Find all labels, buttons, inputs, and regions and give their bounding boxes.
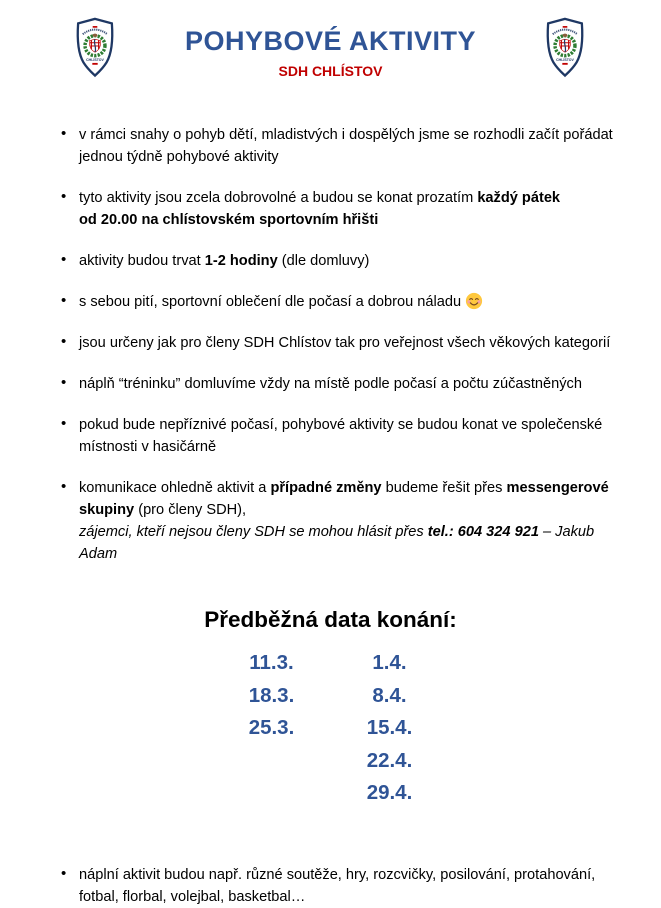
- list-item: [60, 414, 613, 458]
- text-run: 1-2 hodiny: [204, 253, 278, 269]
- text-run: – Jakub Adam: [79, 524, 595, 562]
- text-run: náplní aktivit budou např. různé soutěže, hry, rozcvičky, posilování, protahování,: [79, 866, 596, 883]
- date-item: 1.4.: [372, 651, 407, 674]
- dates-column-march: [241, 647, 303, 810]
- emblem-year-mark: [562, 63, 567, 65]
- emblem-caption: CHLÍSTOV: [86, 58, 104, 63]
- emblem-caption: CHLÍSTOV: [556, 58, 574, 63]
- sdh-chlistov-emblem-right: [542, 12, 588, 87]
- emblem-arc-red-mark: [563, 26, 568, 28]
- text-run: (pro členy SDH),: [134, 502, 247, 518]
- date-item: 25.3.: [248, 716, 295, 739]
- text-run: jednou týdně pohybové aktivity: [79, 149, 279, 165]
- crest-top-icon: [93, 34, 98, 37]
- list-item: [60, 291, 613, 313]
- list-item: [60, 477, 613, 565]
- text-run: jsou určeny jak pro členy SDH Chlístov tak pro veřejnost všech věkových kategorií: [79, 335, 611, 351]
- text-run: (dle domluvy): [277, 253, 370, 269]
- text-run: pokud bude nepříznivé počasí, pohybové aktivity se budou konat ve společenské: [79, 417, 603, 433]
- document-header: [0, 0, 661, 92]
- date-item: 22.4.: [366, 748, 413, 772]
- text-run: náplň “tréninku” domluvíme vždy na místě podle počasí a počtu zúčastněných: [79, 376, 582, 392]
- text-run: komunikace ohledně aktivit a: [79, 480, 271, 496]
- date-item: 29.4.: [366, 781, 413, 804]
- date-item: 18.3.: [248, 683, 295, 707]
- list-item: [60, 250, 613, 272]
- text-run: v rámci snahy o pohyb dětí, mladistvých i dospělých jsme se rozhodli začít pořádat: [79, 127, 613, 143]
- date-item: 11.3.: [249, 651, 294, 674]
- list-item: [60, 187, 613, 231]
- text-run: budeme řešit přes: [381, 480, 507, 496]
- text-run: aktivity budou trvat: [79, 253, 205, 269]
- date-item: 15.4.: [366, 716, 413, 739]
- page-title: POHYBOVÉ AKTIVITY: [184, 26, 477, 56]
- emblem-year-mark: [92, 63, 97, 65]
- sdh-chlistov-emblem-left: [72, 12, 118, 87]
- crest-top-icon: [563, 34, 568, 37]
- text-run: tel.: 604 324 921: [427, 524, 539, 540]
- list-item: [60, 864, 613, 908]
- text-run: zájemci, kteří nejsou členy SDH se mohou hlásit přes: [79, 524, 428, 540]
- dates-heading: Předběžná data konání:: [204, 607, 457, 632]
- text-run: fotbal, florbal, volejbal, basketbal…: [79, 888, 306, 905]
- bullet-list: [60, 124, 613, 565]
- smiling-face-emoji: [465, 291, 483, 313]
- footer-bullet-list: [60, 864, 613, 908]
- text-run: skupiny: [79, 502, 135, 518]
- text-run: tyto aktivity jsou zcela dobrovolné a budou se konat prozatím: [79, 190, 478, 206]
- text-run: případné změny: [270, 480, 382, 496]
- text-run: místnosti v hasičárně: [79, 439, 217, 455]
- dates-column-april: [359, 647, 421, 810]
- text-run: messengerové: [506, 480, 609, 496]
- list-item: [60, 373, 613, 395]
- text-run: každý pátek: [477, 190, 561, 206]
- dates-columns: [0, 647, 661, 810]
- page-subtitle: SDH CHLÍSTOV: [278, 63, 383, 79]
- text-run: s sebou pití, sportovní oblečení dle počasí a dobrou náladu: [79, 294, 466, 310]
- list-item: [60, 332, 613, 354]
- text-run: od 20.00 na chlístovském sportovním hřišti: [79, 212, 379, 228]
- date-item: 8.4.: [372, 683, 407, 707]
- emblem-arc-red-mark: [93, 26, 98, 28]
- list-item: [60, 124, 613, 168]
